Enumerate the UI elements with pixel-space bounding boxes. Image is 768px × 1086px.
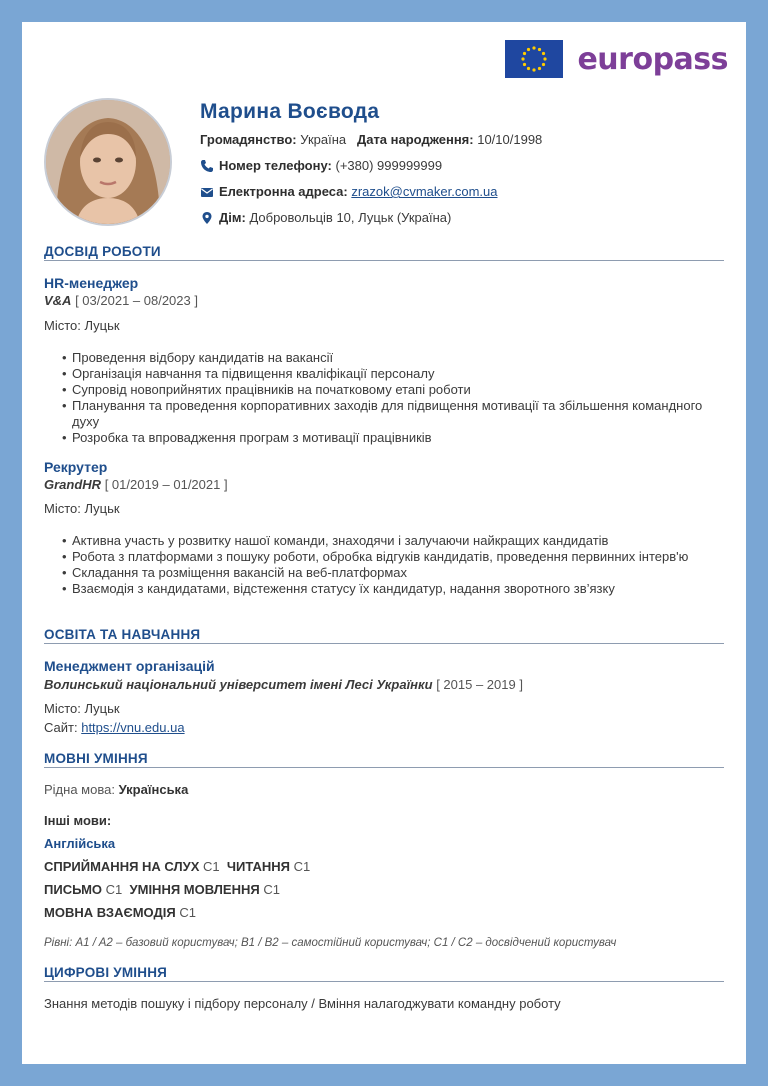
job-title: Рекрутер	[44, 459, 108, 475]
education-site-row	[44, 720, 185, 735]
dob-value: 10/10/1998	[477, 132, 543, 147]
education-institution-row	[44, 677, 523, 692]
phone-row	[200, 158, 442, 173]
europass-logo-text: europass	[577, 41, 728, 77]
section-heading-education: ОСВІТА ТА НАВЧАННЯ	[44, 627, 724, 644]
job-dates: [ 01/2019 – 01/2021 ]	[104, 477, 228, 492]
citizenship-value: Україна	[300, 132, 347, 147]
education-city-row	[44, 701, 120, 716]
language-skills-row-3	[44, 905, 196, 920]
speaking-level: C1	[263, 882, 280, 897]
email-label: Електронна адреса:	[219, 184, 348, 199]
native-language: Українська	[118, 782, 189, 797]
eu-flag-icon	[505, 40, 563, 78]
home-row	[200, 210, 451, 225]
listening-label: СПРИЙМАННЯ НА СЛУХ	[44, 859, 200, 874]
job-company: GrandHR	[44, 477, 102, 492]
job-city: Луцьк	[84, 318, 120, 333]
job-duties-list	[62, 350, 722, 446]
reading-label: ЧИТАННЯ	[226, 859, 290, 874]
list-item: • Розробка та впровадження програм з мотивації працівників	[62, 430, 722, 446]
interaction-level: C1	[179, 905, 196, 920]
job-city-label: Місто:	[44, 501, 81, 516]
other-languages-label-row	[44, 813, 111, 828]
listening-level: C1	[203, 859, 220, 874]
list-item: • Організація навчання та підвищення кваліфікації персоналу	[62, 366, 722, 382]
list-item: • Активна участь у розвитку нашої команди, знаходячи і залучаючи найкращих кандидатів	[62, 533, 722, 549]
list-item: • Планування та проведення корпоративних заходів для підвищення мотивації та збільшення командного духу	[62, 398, 722, 430]
education-site-label: Сайт:	[44, 720, 78, 735]
job-duties-list	[62, 533, 722, 597]
other-language-name: Англійська	[44, 836, 116, 851]
section-heading-languages: МОВНІ УМІННЯ	[44, 751, 724, 768]
levels-note: Рівні: A1 / A2 – базовий користувач; B1 / B2 – самостійний користувач; C1 / C2 – досвідчений користувач	[44, 937, 617, 949]
list-item: • Проведення відбору кандидатів на вакансії	[62, 350, 722, 366]
job-company-row	[44, 293, 198, 308]
location-pin-icon	[200, 211, 214, 225]
language-skills-row-1	[44, 859, 310, 874]
writing-level: C1	[105, 882, 123, 897]
job-city-row	[44, 501, 120, 516]
education-title: Менеджмент організацій	[44, 658, 215, 674]
home-label: Дім:	[219, 210, 246, 225]
digital-skills: Знання методів пошуку і підбору персоналу / Вміння налагоджувати командну роботу	[44, 996, 561, 1011]
section-heading-experience: ДОСВІД РОБОТИ	[44, 244, 724, 261]
education-institution: Волинський національний університет імені Лесі Українки	[44, 677, 433, 692]
speaking-label: УМІННЯ МОВЛЕННЯ	[129, 882, 260, 897]
dob-label: Дата народження:	[356, 132, 474, 147]
list-item: • Супровід новоприйнятих працівників на початковому етапі роботи	[62, 382, 722, 398]
native-language-label: Рідна мова:	[44, 782, 115, 797]
profile-photo	[44, 98, 172, 226]
job-city-row	[44, 318, 120, 333]
list-item: • Робота з платформами з пошуку роботи, обробка відгуків кандидатів, проведення первинних інтерв'ю	[62, 549, 722, 565]
education-dates: [ 2015 – 2019 ]	[436, 677, 523, 692]
job-company: V&A	[44, 293, 72, 308]
phone-value: (+380) 999999999	[335, 158, 443, 173]
list-item: • Складання та розміщення вакансій на веб-платформах	[62, 565, 722, 581]
job-title: HR-менеджер	[44, 275, 139, 291]
job-city-label: Місто:	[44, 318, 81, 333]
email-link[interactable]: zrazok@cvmaker.com.ua	[351, 184, 498, 199]
reading-level: C1	[293, 859, 311, 874]
cv-page	[22, 22, 746, 1064]
interaction-label: МОВНА ВЗАЄМОДІЯ	[44, 905, 176, 920]
citizenship-label: Громадянство:	[200, 132, 297, 147]
job-company-row	[44, 477, 228, 492]
education-city-label: Місто:	[44, 701, 81, 716]
email-row	[200, 184, 497, 199]
writing-label: ПИСЬМО	[44, 882, 103, 897]
native-language-row	[44, 782, 188, 797]
education-city: Луцьк	[84, 701, 120, 716]
home-value: Добровольців 10, Луцьк (Україна)	[249, 210, 452, 225]
other-languages-label: Інші мови:	[44, 813, 112, 828]
education-site-link[interactable]: https://vnu.edu.ua	[81, 720, 185, 735]
envelope-icon	[200, 185, 214, 199]
phone-icon	[200, 159, 214, 173]
candidate-name: Марина Воєвода	[200, 100, 380, 123]
language-skills-row-2	[44, 882, 280, 897]
phone-label: Номер телефону:	[219, 158, 332, 173]
europass-logo	[505, 40, 728, 78]
list-item: • Взаємодія з кандидатами, відстеження статусу їх кандидатур, надання зворотного зв’язку	[62, 581, 722, 597]
job-city: Луцьк	[84, 501, 120, 516]
section-heading-digital: ЦИФРОВІ УМІННЯ	[44, 965, 724, 982]
job-dates: [ 03/2021 – 08/2023 ]	[75, 293, 198, 308]
citizenship-row	[200, 132, 542, 147]
